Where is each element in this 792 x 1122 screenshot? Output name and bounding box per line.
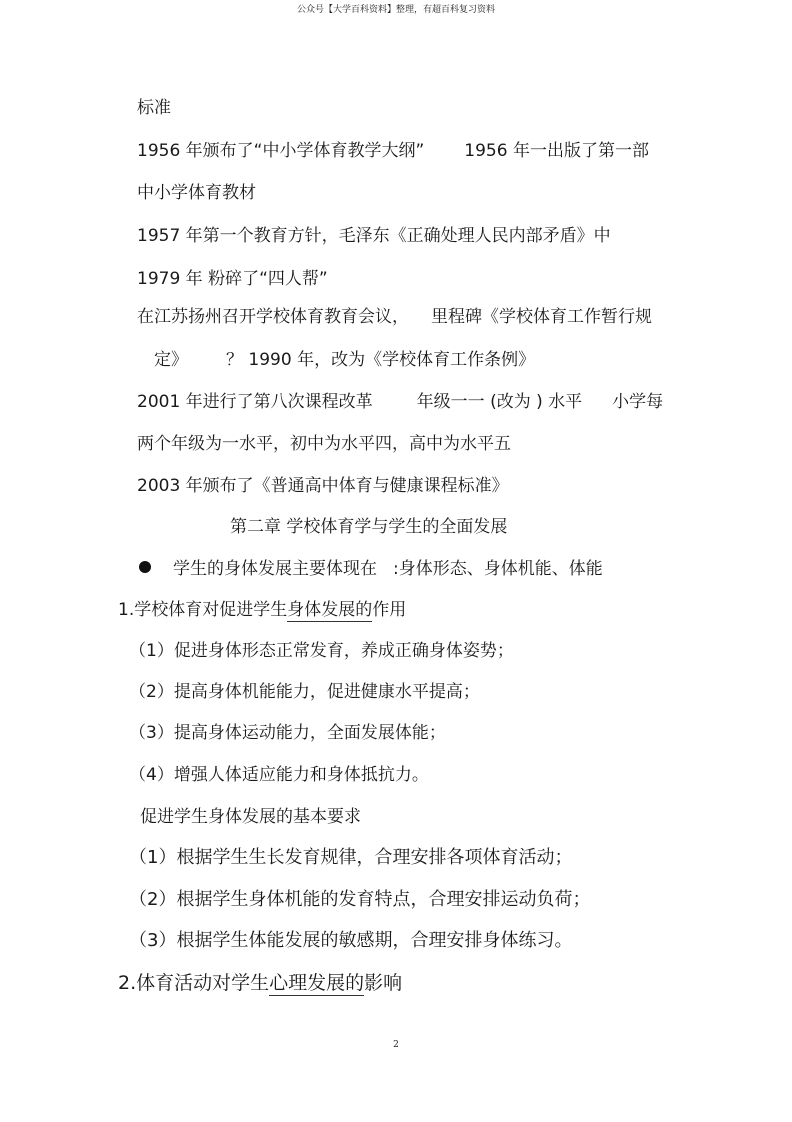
section-heading-2 <box>118 968 402 995</box>
list-item: （3）根据学生体能发展的敏感期，合理安排身体练习。 <box>129 930 573 951</box>
text-line-2003: 2003 年颁布了《普通高中体育与健康课程标准》 <box>137 476 509 496</box>
text-milestone: 里程碑《学校体育工作暂行规 <box>431 307 652 327</box>
text-line-textbook: 中小学体育教材 <box>137 183 256 203</box>
text-1990-change: ？ 1990 年，改为《学校体育工作条例》 <box>226 350 536 370</box>
text-regulation-end: 定》 <box>154 350 188 370</box>
section-heading-1 <box>118 595 406 620</box>
page-number: 2 <box>393 1040 399 1050</box>
text-bullet-items: :身体形态、身体机能、体能 <box>393 559 603 579</box>
text-1956-syllabus: 1956 年颁布了“中小学体育教学大纲” <box>137 141 425 161</box>
chapter-heading: 第二章 学校体育学与学生的全面发展 <box>230 517 508 537</box>
list-item: （2）根据学生身体机能的发育特点，合理安排运动负荷； <box>129 889 591 910</box>
text-line-levels: 两个年级为一水平，初中为水平四，高中为水平五 <box>137 434 511 454</box>
text-bullet-main: 学生的身体发展主要体现在 <box>173 559 377 579</box>
list-item: （3）提高身体运动能力，全面发展体能； <box>129 723 446 743</box>
list-item: （1）促进身体形态正常发育，养成正确身体姿势； <box>129 641 514 661</box>
text-line-standard: 标准 <box>137 98 171 118</box>
section-1-suffix: 作用 <box>372 600 407 620</box>
text-line-1956 <box>137 136 649 161</box>
section-2-underlined: 心理发展的 <box>269 972 365 994</box>
section-2-prefix: 2.体育活动对学生 <box>118 972 270 994</box>
text-line-1990 <box>154 345 535 370</box>
text-line-yangzhou <box>137 302 652 327</box>
requirements-title: 促进学生身体发展的基本要求 <box>140 807 361 827</box>
text-primary: 小学每 <box>612 392 664 412</box>
text-line-1979: 1979 年 粉碎了“四人帮” <box>137 269 328 289</box>
section-1-underlined: 身体发展的 <box>287 600 373 620</box>
text-1956-textbook: 1956 年一出版了第一部 <box>464 141 649 161</box>
page-header: 公众号【大学百科资料】整理，有超百科复习资料 <box>296 5 495 15</box>
section-1-prefix: 1.学校体育对促进学生 <box>118 600 288 620</box>
text-line-1957: 1957 年第一个教育方针，毛泽东《正确处理人民内部矛盾》中 <box>137 226 611 246</box>
bullet-icon <box>139 561 151 573</box>
text-yangzhou-meeting: 在江苏扬州召开学校体育教育会议， <box>137 307 409 327</box>
list-item: （2）提高身体机能能力，促进健康水平提高； <box>129 682 480 702</box>
text-2001-reform: 2001 年进行了第八次课程改革 <box>137 392 373 412</box>
list-item: （1）根据学生生长发育规律，合理安排各项体育活动； <box>129 847 573 868</box>
section-2-suffix: 影响 <box>364 972 403 994</box>
text-line-2001 <box>137 387 663 412</box>
text-grade-level: 年级一一 (改为 ) 水平 <box>416 392 583 412</box>
bullet-line <box>139 554 603 579</box>
list-item: （4）增强人体适应能力和身体抵抗力。 <box>129 765 429 785</box>
